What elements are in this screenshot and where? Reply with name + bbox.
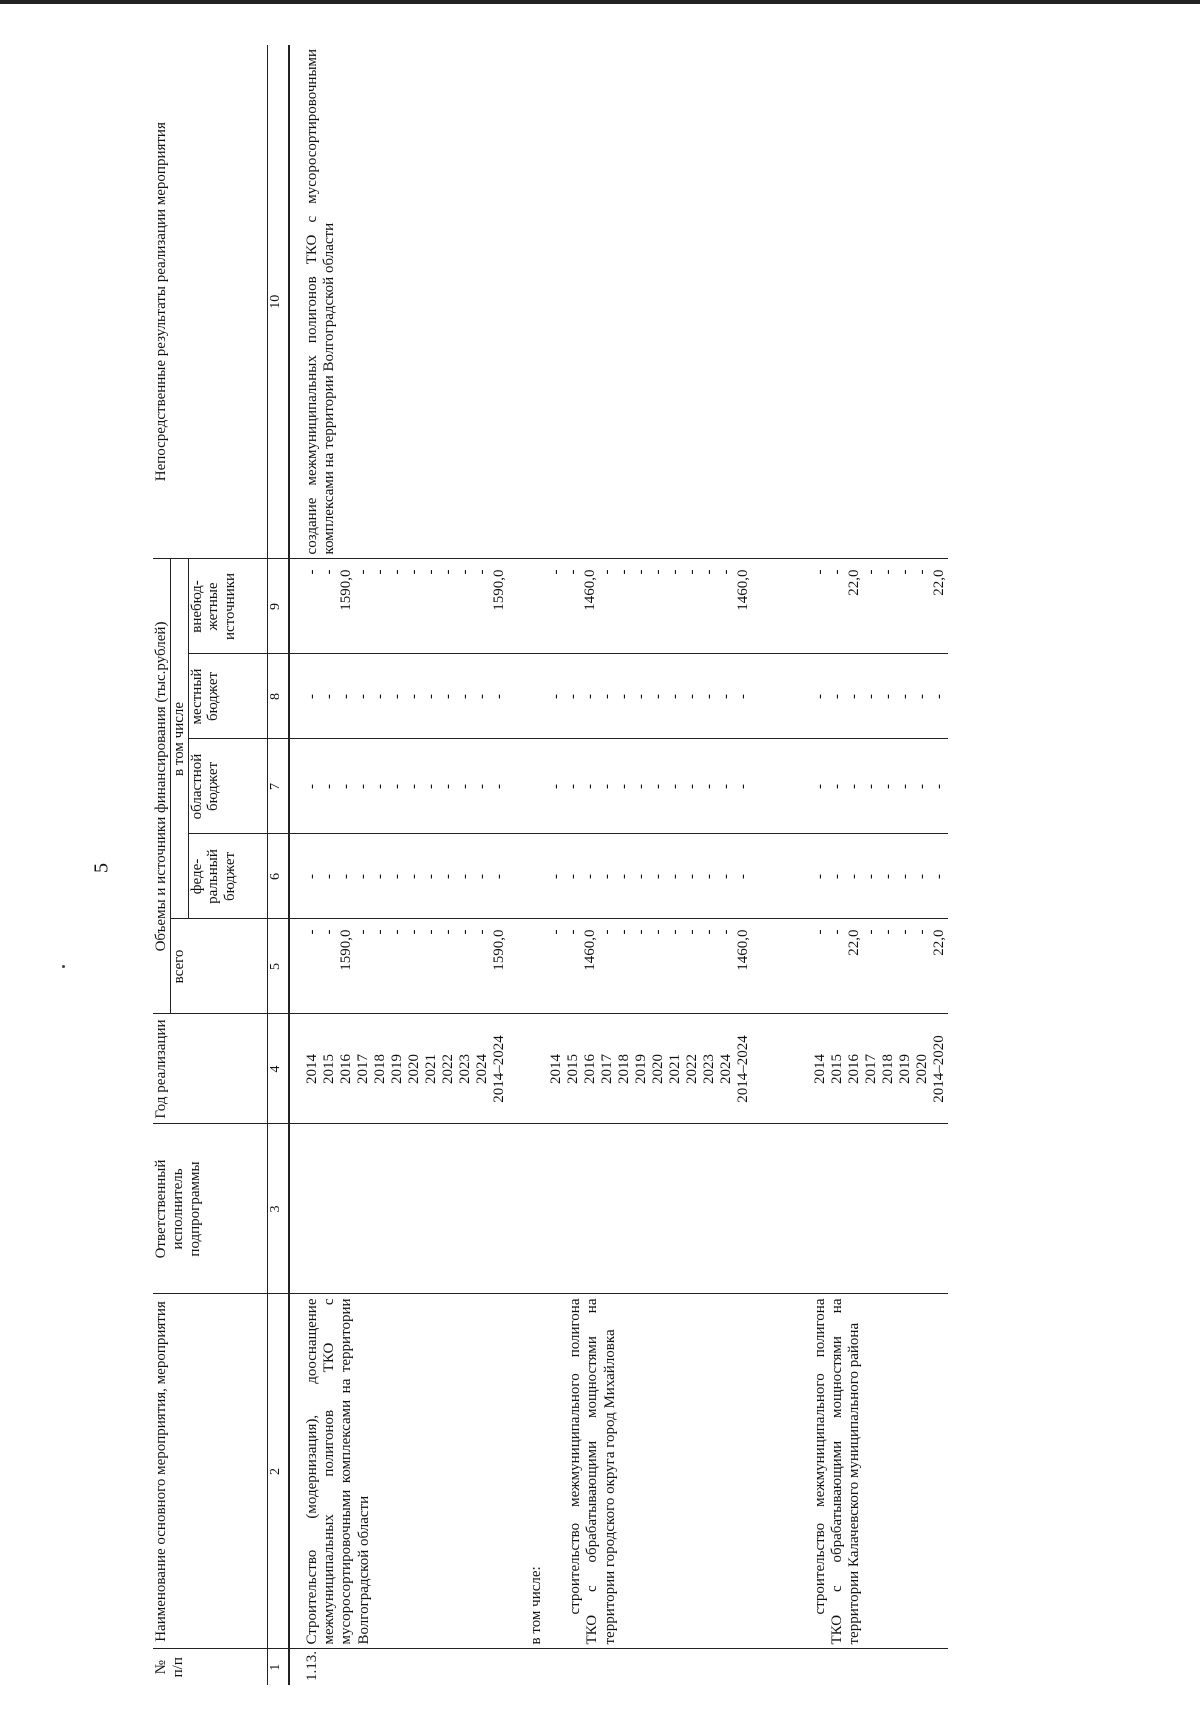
header-no: № п/п	[153, 1657, 186, 1678]
row-local	[508, 654, 752, 739]
row-total-value: 1590,0	[337, 929, 354, 971]
row-regional-value: -	[354, 784, 371, 789]
row-years-value: 2019	[632, 1054, 649, 1084]
table-row	[508, 45, 752, 1685]
row-federal-value: -	[422, 874, 439, 879]
row-federal-value: -	[930, 874, 947, 879]
row-regional-value: -	[547, 784, 564, 789]
table-row	[752, 45, 948, 1685]
row-years-value: 2014	[303, 1054, 320, 1084]
row-regional-value: -	[598, 784, 615, 789]
including-label: в том числе:	[527, 1566, 544, 1645]
row-federal-value: -	[547, 874, 564, 879]
row-regional-value: -	[930, 784, 947, 789]
header-local: местный бюджет	[188, 654, 267, 739]
row-total-value: -	[303, 929, 320, 935]
row-total-value: -	[828, 929, 845, 935]
row-offbudget-value: -	[564, 569, 581, 575]
row-local-value: -	[717, 694, 734, 699]
row-executor	[289, 1124, 508, 1294]
row-offbudget-value: -	[896, 569, 913, 575]
row-local-value: -	[615, 694, 632, 699]
row-local-value: -	[456, 694, 473, 699]
row-years-value: 2018	[615, 1054, 632, 1084]
row-total-value: -	[320, 929, 337, 935]
row-offbudget-value: -	[303, 569, 320, 575]
row-number	[752, 1649, 948, 1685]
row-federal-value: -	[303, 874, 320, 879]
row-local-value: -	[354, 694, 371, 699]
header-results: Непосредственные результаты реализации мероприятия	[153, 45, 267, 559]
row-offbudget-value: 1590,0	[337, 569, 354, 611]
row-result	[508, 45, 752, 559]
row-years-value: 2014–2020	[930, 1035, 947, 1103]
row-total-value: -	[371, 929, 388, 935]
row-total-value: -	[896, 929, 913, 935]
header-federal: феде-ральный бюджет	[188, 834, 267, 919]
row-years-value: 2019	[388, 1054, 405, 1084]
row-total-value: -	[649, 929, 666, 935]
row-offbudget-value: -	[879, 569, 896, 575]
row-regional-value: -	[456, 784, 473, 789]
row-total-value: 1460,0	[581, 929, 598, 971]
row-years-value: 2014	[811, 1054, 828, 1084]
row-federal-value: -	[700, 874, 717, 879]
row-offbudget-value: -	[371, 569, 388, 575]
row-years-value: 2014–2024	[490, 1035, 507, 1103]
row-regional-value: -	[388, 784, 405, 789]
row-local-value: -	[473, 694, 490, 699]
row-federal-value: -	[649, 874, 666, 879]
row-local-value: -	[581, 694, 598, 699]
header-name: Наименование основного мероприятия, мероприятия	[153, 1294, 267, 1649]
row-offbudget-value: 1460,0	[581, 569, 598, 611]
colnum-9: 9	[267, 559, 289, 654]
row-regional-value: -	[303, 784, 320, 789]
row-regional	[508, 739, 752, 834]
row-regional-value: -	[683, 784, 700, 789]
row-regional-value: -	[337, 784, 354, 789]
row-local	[752, 654, 948, 739]
colnum-6: 6	[267, 834, 289, 919]
row-regional-value: -	[422, 784, 439, 789]
row-total	[289, 919, 508, 1014]
row-years-value: 2017	[862, 1054, 879, 1084]
row-federal	[752, 834, 948, 919]
row-offbudget-value: -	[388, 569, 405, 575]
row-regional-value: -	[490, 784, 507, 789]
row-federal-value: -	[845, 874, 862, 879]
header-year: Год реализации	[153, 1014, 267, 1124]
row-local-value: -	[811, 694, 828, 699]
colnum-2: 2	[267, 1294, 289, 1649]
row-regional-value: -	[862, 784, 879, 789]
header-executor: Ответственный исполнитель подпрограммы	[153, 1124, 267, 1294]
row-offbudget-value: 22,0	[930, 569, 947, 596]
row-federal-value: -	[354, 874, 371, 879]
row-federal-value: -	[490, 874, 507, 879]
row-offbudget	[508, 559, 752, 654]
row-offbudget-value: 1460,0	[734, 569, 751, 611]
row-federal-value: -	[388, 874, 405, 879]
row-name: строительство межмуниципального полигона ТКО с обрабатывающими мощностями на территории городского округа город Михайловка	[566, 1298, 618, 1645]
table-row	[289, 45, 508, 1685]
row-years-value: 2018	[879, 1054, 896, 1084]
row-years-value: 2016	[337, 1054, 354, 1084]
page-number: 5	[90, 863, 113, 873]
row-federal-value: -	[564, 874, 581, 879]
row-executor	[752, 1124, 948, 1294]
row-local-value: -	[337, 694, 354, 699]
row-offbudget-value: -	[683, 569, 700, 575]
header-regional: областной бюджет	[188, 739, 267, 834]
row-federal-value: -	[717, 874, 734, 879]
row-number: 1.13.	[303, 1651, 320, 1681]
row-local-value: -	[913, 694, 930, 699]
row-federal-value: -	[371, 874, 388, 879]
row-local-value: -	[930, 694, 947, 699]
row-years	[289, 1014, 508, 1124]
row-total-value: -	[547, 929, 564, 935]
row-federal-value: -	[456, 874, 473, 879]
row-name: Строительство (модернизация), дооснащение межмуниципальных полигонов ТКО с мусоросортировочными комплексами на территории Волгоградской области	[303, 1298, 372, 1645]
row-regional-value: -	[649, 784, 666, 789]
row-local-value: -	[320, 694, 337, 699]
row-regional-value: -	[473, 784, 490, 789]
row-name-cell	[289, 1294, 508, 1649]
row-offbudget-value: -	[717, 569, 734, 575]
row-total-value: -	[354, 929, 371, 935]
row-local-value: -	[303, 694, 320, 699]
colnum-8: 8	[267, 654, 289, 739]
row-years-value: 2015	[828, 1054, 845, 1084]
row-years-value: 2024	[473, 1054, 490, 1084]
colnum-1: 1	[267, 1649, 289, 1685]
row-total-value: 22,0	[930, 929, 947, 956]
row-total-value: -	[717, 929, 734, 935]
row-federal-value: -	[405, 874, 422, 879]
row-regional-value: -	[564, 784, 581, 789]
row-years-value: 2017	[354, 1054, 371, 1084]
row-executor	[508, 1124, 752, 1294]
row-total-value: -	[388, 929, 405, 935]
row-federal	[289, 834, 508, 919]
row-regional-value: -	[879, 784, 896, 789]
table-body	[289, 45, 948, 1685]
row-total-value: -	[405, 929, 422, 935]
colnum-4: 4	[267, 1014, 289, 1124]
row-offbudget-value: -	[598, 569, 615, 575]
row-offbudget-value: -	[632, 569, 649, 575]
row-years-value: 2022	[683, 1054, 700, 1084]
row-years-value: 2021	[422, 1054, 439, 1084]
row-total-value: -	[862, 929, 879, 935]
row-federal-value: -	[879, 874, 896, 879]
row-regional-value: -	[320, 784, 337, 789]
row-regional-value: -	[717, 784, 734, 789]
row-local-value: -	[862, 694, 879, 699]
header-funding: Объемы и источники финансирования (тыс.рублей)	[153, 559, 170, 1014]
row-regional-value: -	[828, 784, 845, 789]
row-federal-value: -	[632, 874, 649, 879]
row-years-value: 2015	[320, 1054, 337, 1084]
colnum-7: 7	[267, 739, 289, 834]
row-offbudget-value: -	[862, 569, 879, 575]
row-name: строительство межмуниципального полигона ТКО с обрабатывающими мощностями на территории Калачевского муниципального района	[811, 1298, 863, 1645]
row-years	[752, 1014, 948, 1124]
row-offbudget-value: -	[422, 569, 439, 575]
row-offbudget	[752, 559, 948, 654]
row-offbudget	[289, 559, 508, 654]
row-result: создание межмуниципальных полигонов ТКО с мусоросортировочными комплексами на территории Волгоградской области	[289, 45, 508, 559]
row-regional-value: -	[439, 784, 456, 789]
row-years-value: 2017	[598, 1054, 615, 1084]
row-federal-value: -	[913, 874, 930, 879]
row-total-value: 1460,0	[734, 929, 751, 971]
row-name-cell	[752, 1294, 948, 1649]
row-offbudget-value: -	[828, 569, 845, 575]
row-local-value: -	[388, 694, 405, 699]
row-regional-value: -	[896, 784, 913, 789]
row-offbudget-value: -	[649, 569, 666, 575]
row-years-value: 2015	[564, 1054, 581, 1084]
row-total-value: -	[683, 929, 700, 935]
header-total: всего	[170, 919, 267, 1014]
row-total-value: -	[598, 929, 615, 935]
row-federal-value: -	[683, 874, 700, 879]
row-regional-value: -	[632, 784, 649, 789]
row-offbudget-value: -	[320, 569, 337, 575]
row-federal-value: -	[896, 874, 913, 879]
row-federal-value: -	[581, 874, 598, 879]
header-including: в том числе	[170, 559, 188, 919]
colnum-10: 10	[267, 45, 289, 559]
row-local-value: -	[879, 694, 896, 699]
row-regional-value: -	[734, 784, 751, 789]
row-years-value: 2022	[439, 1054, 456, 1084]
row-regional	[289, 739, 508, 834]
row-offbudget-value: -	[547, 569, 564, 575]
row-federal-value: -	[828, 874, 845, 879]
row-regional-value: -	[405, 784, 422, 789]
row-total-value: -	[473, 929, 490, 935]
row-total-value: 22,0	[845, 929, 862, 956]
row-local-value: -	[547, 694, 564, 699]
row-offbudget-value: 22,0	[845, 569, 862, 596]
row-federal-value: -	[598, 874, 615, 879]
row-offbudget-value: -	[913, 569, 930, 575]
row-years-value: 2024	[717, 1054, 734, 1084]
row-result	[752, 45, 948, 559]
row-total-value: -	[811, 929, 828, 935]
row-regional-value: -	[811, 784, 828, 789]
row-total-value: -	[439, 929, 456, 935]
row-local-value: -	[598, 694, 615, 699]
row-regional	[752, 739, 948, 834]
row-local-value: -	[632, 694, 649, 699]
row-local-value: -	[845, 694, 862, 699]
row-years-value: 2016	[581, 1054, 598, 1084]
row-years-value: 2018	[371, 1054, 388, 1084]
colnum-3: 3	[267, 1124, 289, 1294]
row-local-value: -	[666, 694, 683, 699]
row-local-value: -	[490, 694, 507, 699]
row-offbudget-value: -	[439, 569, 456, 575]
row-total-value: -	[913, 929, 930, 935]
row-local-value: -	[371, 694, 388, 699]
row-years-value: 2021	[666, 1054, 683, 1084]
row-regional-value: -	[913, 784, 930, 789]
row-name-cell	[508, 1294, 752, 1649]
row-federal-value: -	[862, 874, 879, 879]
row-federal-value: -	[734, 874, 751, 879]
row-years-value: 2020	[913, 1054, 930, 1084]
row-years-value: 2020	[405, 1054, 422, 1084]
header-offbudget: внебюд-жетные источники	[188, 559, 267, 654]
row-years	[508, 1014, 752, 1124]
row-local-value: -	[828, 694, 845, 699]
row-total-value: -	[666, 929, 683, 935]
funding-table	[153, 45, 948, 1685]
row-regional-value: -	[581, 784, 598, 789]
row-federal	[508, 834, 752, 919]
row-offbudget-value: -	[405, 569, 422, 575]
row-local-value: -	[683, 694, 700, 699]
row-years-value: 2023	[456, 1054, 473, 1084]
row-local-value: -	[896, 694, 913, 699]
row-federal-value: -	[811, 874, 828, 879]
row-local	[289, 654, 508, 739]
row-years-value: 2019	[896, 1054, 913, 1084]
row-total-value: -	[564, 929, 581, 935]
scan-speck	[62, 965, 65, 968]
row-offbudget-value: -	[666, 569, 683, 575]
row-total-value: 1590,0	[490, 929, 507, 971]
row-regional-value: -	[615, 784, 632, 789]
row-total-value: -	[615, 929, 632, 935]
row-regional-value: -	[700, 784, 717, 789]
row-regional-value: -	[371, 784, 388, 789]
colnum-5: 5	[267, 919, 289, 1014]
row-years-value: 2014	[547, 1054, 564, 1084]
row-offbudget-value: -	[354, 569, 371, 575]
row-total-value: -	[700, 929, 717, 935]
row-federal-value: -	[615, 874, 632, 879]
row-total	[508, 919, 752, 1014]
row-offbudget-value: -	[615, 569, 632, 575]
row-federal-value: -	[473, 874, 490, 879]
row-federal-value: -	[320, 874, 337, 879]
row-total-value: -	[632, 929, 649, 935]
row-regional-value: -	[666, 784, 683, 789]
row-number	[508, 1649, 752, 1685]
row-years-value: 2016	[845, 1054, 862, 1084]
row-years-value: 2023	[700, 1054, 717, 1084]
row-offbudget-value: 1590,0	[490, 569, 507, 611]
row-total-value: -	[456, 929, 473, 935]
rotated-page-frame	[153, 45, 1083, 1685]
row-local-value: -	[700, 694, 717, 699]
row-local-value: -	[422, 694, 439, 699]
row-federal-value: -	[337, 874, 354, 879]
row-local-value: -	[564, 694, 581, 699]
row-total	[752, 919, 948, 1014]
row-offbudget-value: -	[700, 569, 717, 575]
row-years-value: 2020	[649, 1054, 666, 1084]
row-local-value: -	[649, 694, 666, 699]
page-top-border	[0, 0, 1200, 4]
row-federal-value: -	[439, 874, 456, 879]
row-offbudget-value: -	[456, 569, 473, 575]
row-total-value: -	[879, 929, 896, 935]
row-offbudget-value: -	[811, 569, 828, 575]
row-offbudget-value: -	[473, 569, 490, 575]
row-local-value: -	[405, 694, 422, 699]
row-local-value: -	[439, 694, 456, 699]
row-years-value: 2014–2024	[734, 1035, 751, 1103]
row-total-value: -	[422, 929, 439, 935]
row-regional-value: -	[845, 784, 862, 789]
row-local-value: -	[734, 694, 751, 699]
row-federal-value: -	[666, 874, 683, 879]
